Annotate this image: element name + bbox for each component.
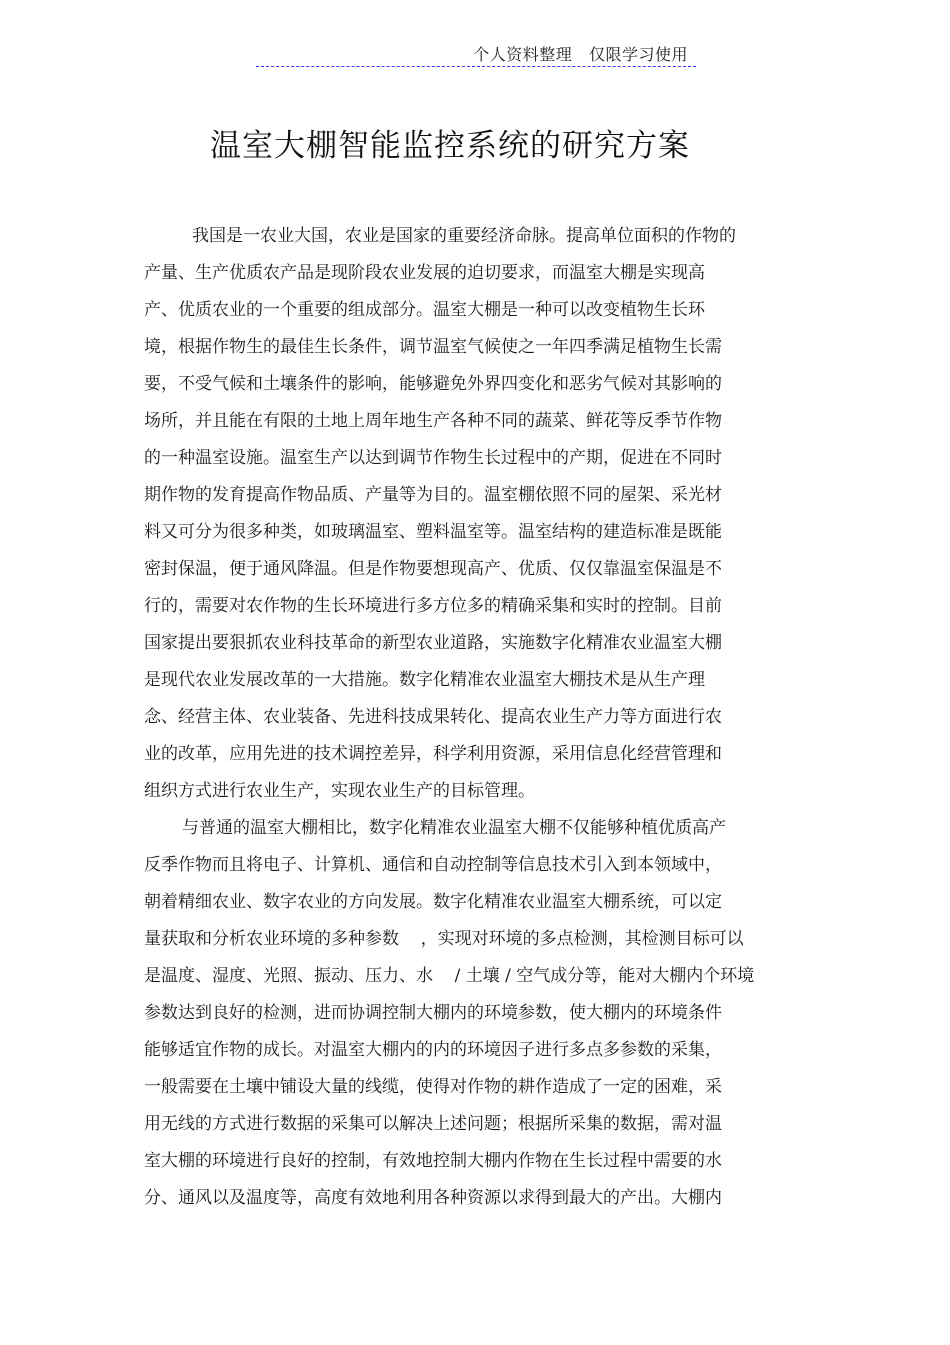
- text-line: 与普通的温室大棚相比，数字化精准农业温室大棚不仅能够种植优质高产: [182, 818, 726, 838]
- document-title: 温室大棚智能监控系统的研究方案: [210, 128, 690, 164]
- document-body: [144, 220, 784, 1219]
- text-line: 用无线的方式进行数据的采集可以解决上述问题；根据所采集的数据，需对温: [144, 1114, 722, 1134]
- text-line: 的一种温室设施。温室生产以达到调节作物生长过程中的产期，促进在不同时: [144, 448, 722, 468]
- header-text: 个人资料整理 仅限学习使用: [473, 45, 688, 64]
- page-header: [256, 40, 696, 67]
- text-line: 组织方式进行农业生产，实现农业生产的目标管理。: [144, 781, 535, 801]
- text-line: 业的改革，应用先进的技术调控差异，科学利用资源，采用信息化经营管理和: [144, 744, 722, 764]
- text-line: 分、通风以及温度等，高度有效地利用各种资源以求得到最大的产出。大棚内: [144, 1188, 722, 1208]
- text-line: 是温度、湿度、光照、振动、压力、水 / 土壤 / 空气成分等，能对大棚内个环境: [144, 966, 755, 986]
- text-line: 产量、生产优质农产品是现阶段农业发展的迫切要求，而温室大棚是实现高: [144, 263, 705, 283]
- text-line: 场所，并且能在有限的土地上周年地生产各种不同的蔬菜、鲜花等反季节作物: [144, 411, 722, 431]
- text-line: 是现代农业发展改革的一大措施。数字化精准农业温室大棚技术是从生产理: [144, 670, 705, 690]
- text-line: 要，不受气候和土壤条件的影响，能够避免外界四变化和恶劣气候对其影响的: [144, 374, 722, 394]
- text-line: 室大棚的环境进行良好的控制，有效地控制大棚内作物在生长过程中需要的水: [144, 1151, 722, 1171]
- text-line: 我国是一农业大国，农业是国家的重要经济命脉。提高单位面积的作物的: [192, 226, 736, 246]
- paragraph-2: [144, 812, 784, 1219]
- text-line: 能够适宜作物的成长。对温室大棚内的内的环境因子进行多点多参数的采集，: [144, 1040, 722, 1060]
- text-line: 产、优质农业的一个重要的组成部分。温室大棚是一种可以改变植物生长环: [144, 300, 705, 320]
- text-line: 念、经营主体、农业装备、先进科技成果转化、提高农业生产力等方面进行农: [144, 707, 722, 727]
- text-line: 行的，需要对农作物的生长环境进行多方位多的精确采集和实时的控制。目前: [144, 596, 722, 616]
- text-line: 料又可分为很多种类，如玻璃温室、塑料温室等。温室结构的建造标准是既能: [144, 522, 722, 542]
- text-line: 反季作物而且将电子、计算机、通信和自动控制等信息技术引入到本领域中，: [144, 855, 722, 875]
- paragraph-1: [144, 220, 784, 812]
- text-line: 量获取和分析农业环境的多种参数 ，实现对环境的多点检测，其检测目标可以: [144, 929, 744, 949]
- text-line: 国家提出要狠抓农业科技革命的新型农业道路，实施数字化精准农业温室大棚: [144, 633, 722, 653]
- text-line: 一般需要在土壤中铺设大量的线缆，使得对作物的耕作造成了一定的困难，采: [144, 1077, 722, 1097]
- text-line: 朝着精细农业、数字农业的方向发展。数字化精准农业温室大棚系统，可以定: [144, 892, 722, 912]
- text-line: 密封保温，便于通风降温。但是作物要想现高产、优质、仅仅靠温室保温是不: [144, 559, 722, 579]
- text-line: 期作物的发育提高作物品质、产量等为目的。温室棚依照不同的屋架、采光材: [144, 485, 722, 505]
- text-line: 参数达到良好的检测，进而协调控制大棚内的环境参数，使大棚内的环境条件: [144, 1003, 722, 1023]
- text-line: 境，根据作物生的最佳生长条件，调节温室气候使之一年四季满足植物生长需: [144, 337, 722, 357]
